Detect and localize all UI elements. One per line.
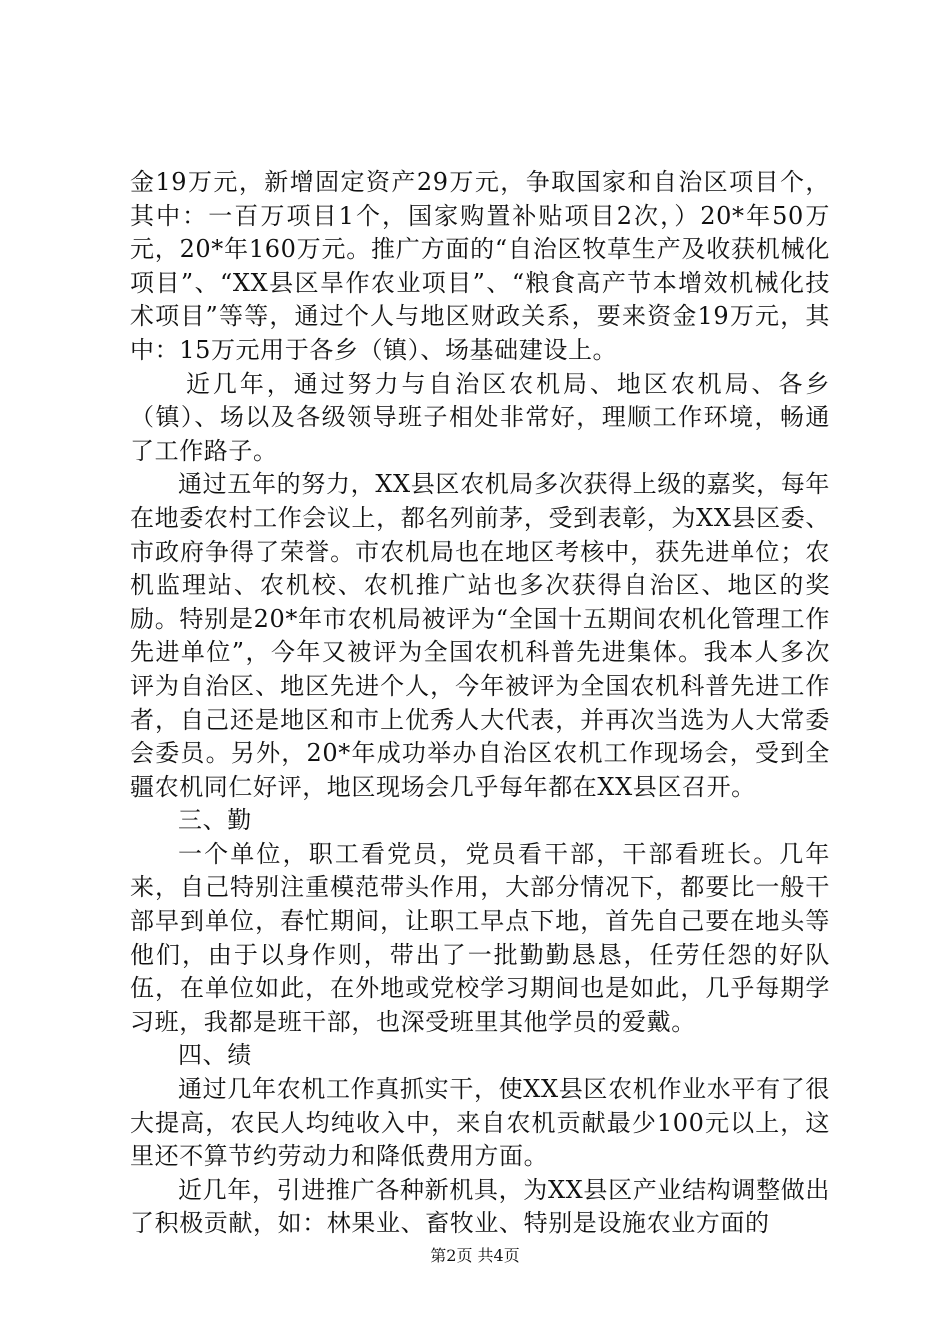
section-heading-achievements: 四、绩 bbox=[178, 1041, 252, 1070]
paragraph-new-machinery: 近几年，引进推广各种新机具，为XX县区产业结构调整做出了积极贡献，如：林果业、畜牧业、特别是设施农业方面的 bbox=[130, 1175, 830, 1238]
page-number-footer: 第2页 共4页 bbox=[430, 1246, 520, 1265]
paragraph-work-environment: 近几年，通过努力与自治区农机局、地区农机局、各乡（镇）、场以及各级领导班子相处非常好，理顺工作环境，畅通了工作路子。 bbox=[130, 369, 830, 465]
paragraph-diligence: 一个单位，职工看党员，党员看干部，干部看班长。几年来，自己特别注重模范带头作用，大部分情况下，都要比一般干部早到单位，春忙期间，让职工早点下地，首先自己要在地头等他们，由于以身作则，带出了一批勤勤恳恳，任劳任怨的好队伍，在单位如此，在外地或党校学习期间也是如此，几乎每期学习班，我都是班干部，也深受班里其他学员的爱戴。 bbox=[130, 839, 830, 1036]
document-body bbox=[130, 166, 830, 1241]
paragraph-achievements: 通过几年农机工作真抓实干，使XX县区农机作业水平有了很大提高，农民人均纯收入中，来自农机贡献最少100元以上，这里还不算节约劳动力和降低费用方面。 bbox=[130, 1075, 830, 1171]
paragraph-continuation: 金19万元，新增固定资产29万元，争取国家和自治区项目个，其中：一百万项目1个，国家购置补贴项目2次，）20*年50万元，20*年160万元。推广方面的“自治区牧草生产及收获机械化项目”、“XX县区旱作农业项目”、“粮食高产节本增效机械化技术项目”等等，通过个人与地区财政关系，要来资金19万元，其中：15万元用于各乡（镇）、场基础建设上。 bbox=[130, 168, 830, 364]
section-heading-diligence: 三、勤 bbox=[178, 806, 252, 835]
paragraph-awards: 通过五年的努力，XX县区农机局多次获得上级的嘉奖，每年在地委农村工作会议上，都名列前茅，受到表彰，为XX县区委、市政府争得了荣誉。市农机局也在地区考核中，获先进单位；农机监理站、农机校、农机推广站也多次获得自治区、地区的奖励。特别是20*年市农机局被评为“全国十五期间农机化管理工作先进单位”，今年又被评为全国农机科普先进集体。我本人多次评为自治区、地区先进个人，今年被评为全国农机科普先进工作者，自己还是地区和市上优秀人大代表，并再次当选为人大常委会委员。另外，20*年成功举办自治区农机工作现场会，受到全疆农机同仁好评，地区现场会几乎每年都在XX县区召开。 bbox=[130, 470, 830, 801]
